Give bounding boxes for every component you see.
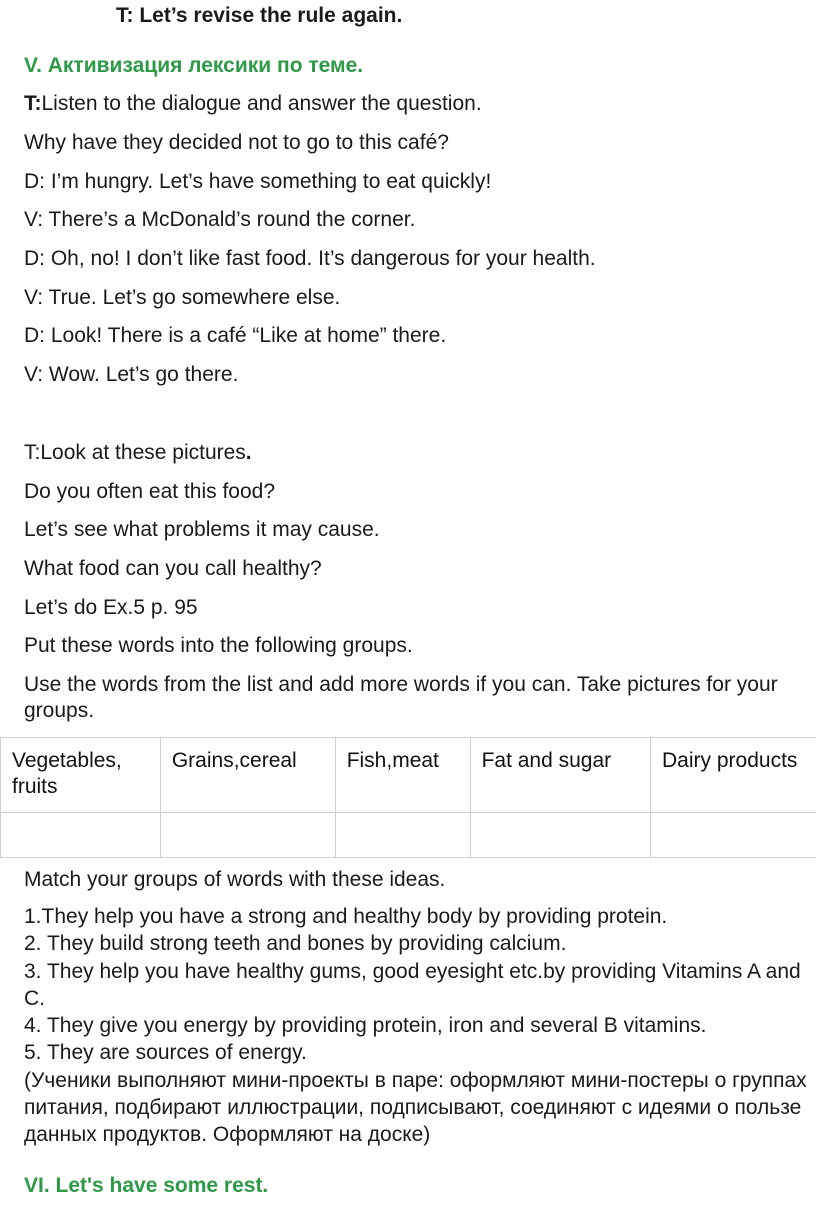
revise-rule-line: T: Let’s revise the rule again. — [116, 4, 403, 27]
idea-item-5: 5. They are sources of energy. — [24, 1041, 307, 1065]
header-cell-fat-sugar: Fat and sugar — [470, 738, 650, 813]
empty-cell-fat-sugar[interactable] — [470, 813, 650, 858]
dialogue-line-v1: V: There’s a McDonald’s round the corner. — [24, 208, 416, 231]
empty-cell-vegetables[interactable] — [1, 813, 161, 858]
empty-cell-dairy[interactable] — [651, 813, 816, 858]
food-groups-table — [0, 737, 816, 858]
idea-item-4: 4. They give you energy by providing protein, iron and several B vitamins. — [24, 1014, 707, 1038]
students-task-note: (Ученики выполняют мини-проекты в паре: оформляют мини-постеры о группах питания, подбирают иллюстрации, подписывают, соединяют с идеями о пользе данных продуктов. Оформляют на доске) — [24, 1068, 807, 1147]
header-cell-vegetables: Vegetables, fruits — [1, 738, 161, 813]
use-words-line: Use the words from the list and add more words if you can. Take pictures for your groups. — [24, 673, 778, 722]
question-why: Why have they decided not to go to this café? — [24, 131, 449, 154]
teacher-prefix: T: — [24, 92, 42, 115]
put-words-line: Put these words into the following groups. — [24, 634, 413, 657]
table-header-row — [1, 738, 816, 813]
question-healthy: What food can you call healthy? — [24, 557, 322, 580]
header-cell-dairy: Dairy products — [651, 738, 816, 813]
idea-item-2: 2. They build strong teeth and bones by providing calcium. — [24, 932, 567, 956]
dialogue-line-d2: D: Oh, no! I don’t like fast food. It’s dangerous for your health. — [24, 247, 596, 270]
question-often: Do you often eat this food? — [24, 480, 276, 503]
dialogue-line-d1: D: I’m hungry. Let’s have something to eat quickly! — [24, 170, 492, 193]
empty-cell-grains[interactable] — [160, 813, 335, 858]
look-pictures-line — [24, 440, 252, 466]
dialogue-line-v2: V: True. Let’s go somewhere else. — [24, 286, 341, 309]
ideas-list — [24, 903, 816, 1149]
look-pictures-text: T:Look at these pictures — [24, 441, 246, 464]
problems-line: Let’s see what problems it may cause. — [24, 518, 380, 541]
section-6-heading: VI. Let's have some rest. — [24, 1174, 269, 1197]
table-row — [1, 813, 816, 858]
idea-item-1: 1.They help you have a strong and healthy body by providing protein. — [24, 905, 668, 928]
empty-cell-fish-meat[interactable] — [335, 813, 470, 858]
listen-instruction-text: Listen to the dialogue and answer the question. — [41, 92, 482, 115]
section-5-heading: V. Активизация лексики по теме. — [24, 54, 364, 77]
idea-item-3: 3. They help you have healthy gums, good eyesight etc.by providing Vitamins A and C. — [24, 959, 801, 1010]
match-instruction: Match your groups of words with these ideas. — [24, 868, 446, 891]
exercise-line: Let’s do Ex.5 p. 95 — [24, 596, 198, 619]
look-pictures-dot: . — [245, 441, 252, 464]
header-cell-grains: Grains,cereal — [160, 738, 335, 813]
dialogue-line-v3: V: Wow. Let’s go there. — [24, 363, 239, 386]
header-cell-fish-meat: Fish,meat — [335, 738, 470, 813]
listen-instruction — [24, 91, 482, 117]
dialogue-line-d3: D: Look! There is a café “Like at home” there. — [24, 324, 447, 347]
